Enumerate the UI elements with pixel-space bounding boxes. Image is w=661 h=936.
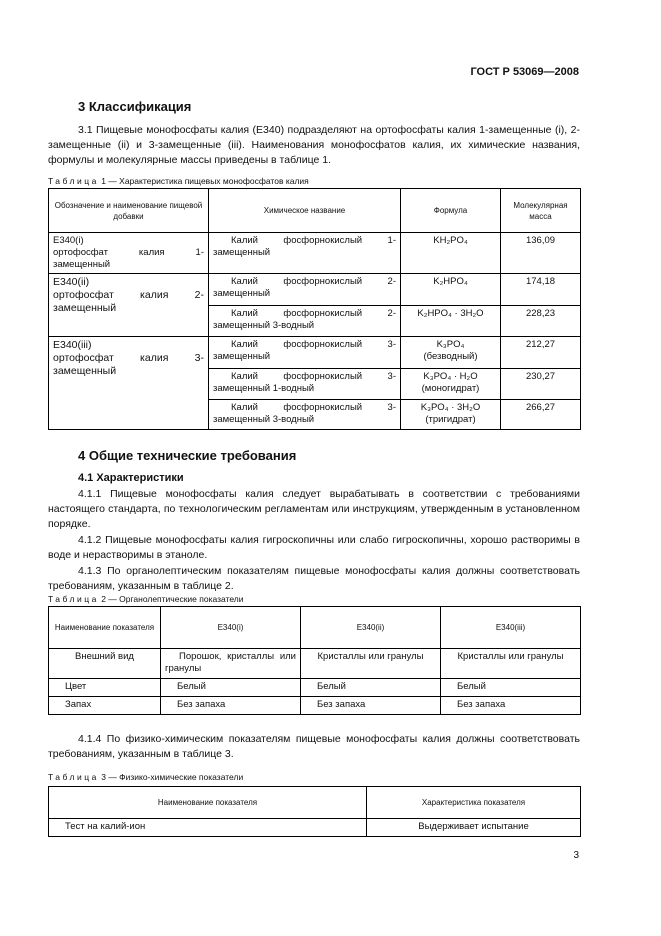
table-row bbox=[49, 274, 581, 306]
table-2 bbox=[48, 606, 581, 715]
mass-cell: 212,27 bbox=[501, 337, 581, 369]
table-row bbox=[49, 337, 581, 369]
value-cell: Без запаха bbox=[161, 697, 301, 715]
paragraph-4-1-1: 4.1.1 Пищевые монофосфаты калия следует вырабатывать в соответствии с требованиями настоящего стандарта, по технологическим регламентам или инструкциям, утвержденным в установленном порядке. bbox=[48, 488, 580, 530]
table-1-caption: Таблица 1 — Характеристика пищевых монофосфатов калия bbox=[48, 176, 309, 186]
header-cell: Формула bbox=[401, 189, 501, 233]
mass-cell: 136,09 bbox=[501, 233, 581, 274]
formula-cell: KH₂PO₄ bbox=[401, 233, 501, 274]
value-cell: Порошок, кристаллы или гранулы bbox=[161, 649, 301, 679]
header-cell: Наименование показателя bbox=[49, 787, 367, 819]
value-cell: Белый bbox=[161, 679, 301, 697]
formula-cell: K₂HPO₄ bbox=[401, 274, 501, 306]
indicator-cell: Запах bbox=[49, 697, 161, 715]
header-cell: Химическое название bbox=[209, 189, 401, 233]
table-header-row bbox=[49, 189, 581, 233]
table-row bbox=[49, 233, 581, 274]
paragraph-3-1: 3.1 Пищевые монофосфаты калия (Е340) подразделяют на ортофосфаты калия 1-замещенные (i), 2-замещенные (ii) и 3-замещенные (iii). Наименования монофосфатов калия, их химические названия, формулы и молекулярные массы приведены в таблице 1. bbox=[48, 124, 580, 166]
value-cell: Белый bbox=[301, 679, 441, 697]
value-cell: Кристаллы или гранулы bbox=[441, 649, 581, 679]
header-cell: Наименование показателя bbox=[49, 607, 161, 649]
table-header-row bbox=[49, 607, 581, 649]
chem-name-cell: Калий фосфорнокислый 2-замещенный 3-водный bbox=[209, 306, 401, 337]
mass-cell: 266,27 bbox=[501, 400, 581, 430]
chem-name-cell: Калий фосфорнокислый 2-замещенный bbox=[209, 274, 401, 306]
mass-cell: 230,27 bbox=[501, 369, 581, 400]
section-3-title: 3 Классификация bbox=[78, 99, 192, 114]
formula-cell: K₃PO₄ · H₂O (моногидрат) bbox=[401, 369, 501, 400]
page-number: 3 bbox=[573, 850, 579, 861]
subsection-4-1-title: 4.1 Характеристики bbox=[78, 472, 184, 484]
paragraph-4-1-3: 4.1.3 По органолептическим показателям пищевые монофосфаты калия должны соответствовать требованиям, указанным в таблице 2. bbox=[48, 565, 580, 592]
document-number: ГОСТ Р 53069—2008 bbox=[470, 66, 579, 78]
chem-name-cell: Калий фосфорнокислый 3-замещенный 3-водный bbox=[209, 400, 401, 430]
value-cell: Кристаллы или гранулы bbox=[301, 649, 441, 679]
table-row bbox=[49, 649, 581, 679]
chem-name-cell: Калий фосфорнокислый 3-замещенный bbox=[209, 337, 401, 369]
header-cell: Е340(ii) bbox=[301, 607, 441, 649]
additive-cell: Е340(ii) ортофосфат калия 2-замещенный bbox=[49, 274, 209, 337]
paragraph-4-1-4: 4.1.4 По физико-химическим показателям пищевые монофосфаты калия должны соответствовать требованиям, указанным в таблице 3. bbox=[48, 733, 580, 760]
indicator-cell: Тест на калий-ион bbox=[49, 819, 367, 837]
formula-cell: K₃PO₄ (безводный) bbox=[401, 337, 501, 369]
value-cell: Выдерживает испытание bbox=[367, 819, 581, 837]
header-cell: Характеристика показателя bbox=[367, 787, 581, 819]
table-header-row bbox=[49, 787, 581, 819]
value-cell: Без запаха bbox=[441, 697, 581, 715]
paragraph-4-1-2: 4.1.2 Пищевые монофосфаты калия гигроскопичны или слабо гигроскопичны, хорошо растворимы в воде и нерастворимы в этаноле. bbox=[48, 534, 580, 561]
formula-cell: K₂HPO₄ · 3H₂O bbox=[401, 306, 501, 337]
formula-cell: K₃PO₄ · 3H₂O (тригидрат) bbox=[401, 400, 501, 430]
chem-name-cell: Калий фосфорнокислый 1-замещенный bbox=[209, 233, 401, 274]
header-cell: Обозначение и наименование пищевой добавки bbox=[49, 189, 209, 233]
mass-cell: 174,18 bbox=[501, 274, 581, 306]
table-2-caption: Таблица 2 — Органолептические показатели bbox=[48, 594, 244, 604]
table-row bbox=[49, 819, 581, 837]
table-1 bbox=[48, 188, 581, 430]
section-4-title: 4 Общие технические требования bbox=[78, 448, 297, 463]
table-row bbox=[49, 697, 581, 715]
header-cell: Е340(iii) bbox=[441, 607, 581, 649]
indicator-cell: Цвет bbox=[49, 679, 161, 697]
additive-cell: Е340(i) ортофосфат калия 1-замещенный bbox=[49, 233, 209, 274]
header-cell: Е340(i) bbox=[161, 607, 301, 649]
indicator-cell: Внешний вид bbox=[49, 649, 161, 679]
table-3 bbox=[48, 786, 581, 837]
mass-cell: 228,23 bbox=[501, 306, 581, 337]
header-cell: Молекулярная масса bbox=[501, 189, 581, 233]
table-3-caption: Таблица 3 — Физико-химические показатели bbox=[48, 772, 244, 782]
chem-name-cell: Калий фосфорнокислый 3-замещенный 1-водный bbox=[209, 369, 401, 400]
additive-cell: Е340(iii) ортофосфат калия 3-замещенный bbox=[49, 337, 209, 430]
value-cell: Без запаха bbox=[301, 697, 441, 715]
value-cell: Белый bbox=[441, 679, 581, 697]
table-row bbox=[49, 679, 581, 697]
